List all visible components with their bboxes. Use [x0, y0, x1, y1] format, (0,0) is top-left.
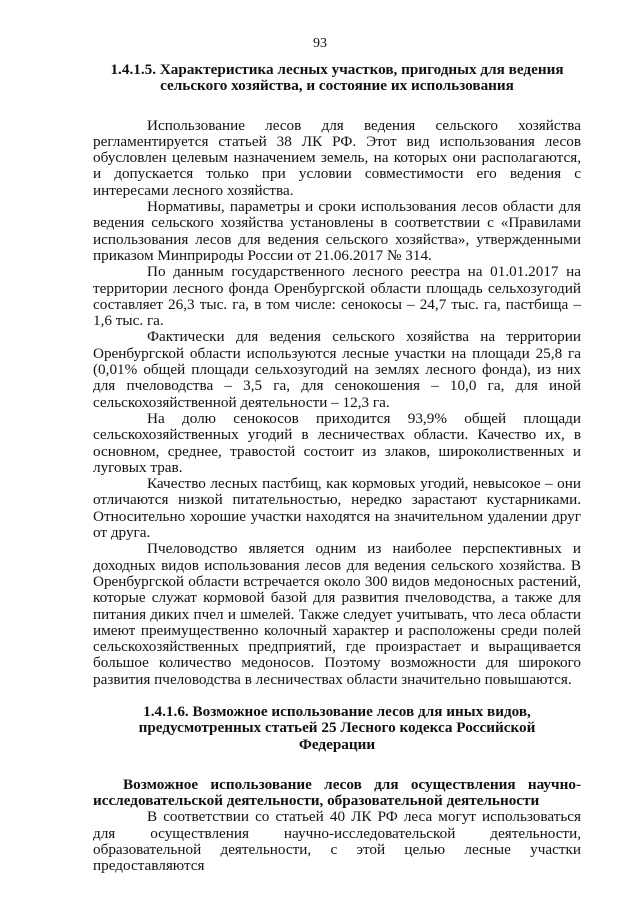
subsection-heading: Возможное использование лесов для осуществления научно-исследовательской деятельности, образовательной деятельности — [93, 775, 581, 810]
section-heading-1-4-1-6: 1.4.1.6. Возможное использование лесов для иных видов, предусмотренных статьей 25 Лесного кодекса Российской Федерации — [138, 702, 536, 753]
page-content — [93, 62, 581, 875]
paragraph: На долю сенокосов приходится 93,9% общей площади сельскохозяйственных угодий в лесничествах области. Качество их, в основном, среднее, травостой состоит из злаков, широколиственных и луговых трав. — [93, 409, 581, 476]
section-heading-1-4-1-5: 1.4.1.5. Характеристика лесных участков, пригодных для ведения сельского хозяйства, и состояние их использования — [110, 61, 564, 95]
paragraph: В соответствии со статьей 40 ЛК РФ леса могут использоваться для осуществления научно-исследовательской деятельности, образовательной деятельности, с этой целью лесные участки предоставляются — [93, 808, 581, 875]
paragraph: Пчеловодство является одним из наиболее перспективных и доходных видов использования лесов для ведения сельского хозяйства. В Оренбургской области встречается около 300 видов медоносных растений, которые служат кормовой базой для развития пчеловодства, а также для питания диких пчел и шмелей. Также следует учитывать, что леса области имеют преимущественно колочный характер и расположены среди полей сельскохозяйственных предприятий, где произрастает и выращивается большое количество медоносов. Поэтому возможности для широкого развития пчеловодства в лесничествах области значительно повышаются. — [93, 540, 581, 688]
page-number: 93 — [313, 36, 327, 51]
paragraph: По данным государственного лесного реестра на 01.01.2017 на территории лесного фонда Оренбургской области площадь сельхозугодий составляет 26,3 тыс. га, в том числе: сенокосы – 24,7 тыс. га, пастбища – 1,6 тыс. га. — [93, 263, 581, 330]
paragraph: Нормативы, параметры и сроки использования лесов области для ведения сельского хозяйства установлены в соответствии с «Правилами использования лесов для ведения сельского хозяйства», утвержденными приказом Минприроды России от 21.06.2017 № 314. — [93, 198, 581, 264]
paragraph: Использование лесов для ведения сельского хозяйства регламентируется статьей 38 ЛК РФ. Этот вид использования лесов обусловлен целевым назначением земель, на которых они располагаются, и допускается только при условии совместимости его ведения с интересами лесного хозяйства. — [93, 116, 581, 199]
paragraph: Фактически для ведения сельского хозяйства на территории Оренбургской области используются лесные участки на площади 25,8 га (0,01% общей площади сельхозугодий на землях лесного фонда), из них для пчеловодства – 3,5 га, для сенокошения – 10,0 га, для иной сельскохозяйственной деятельности – 12,3 га. — [93, 328, 581, 411]
paragraph: Качество лесных пастбищ, как кормовых угодий, невысокое – они отличаются низкой питательностью, нередко зарастают кустарниками. Относительно хорошие участки находятся на значительном удалении друг от друга. — [93, 475, 581, 542]
